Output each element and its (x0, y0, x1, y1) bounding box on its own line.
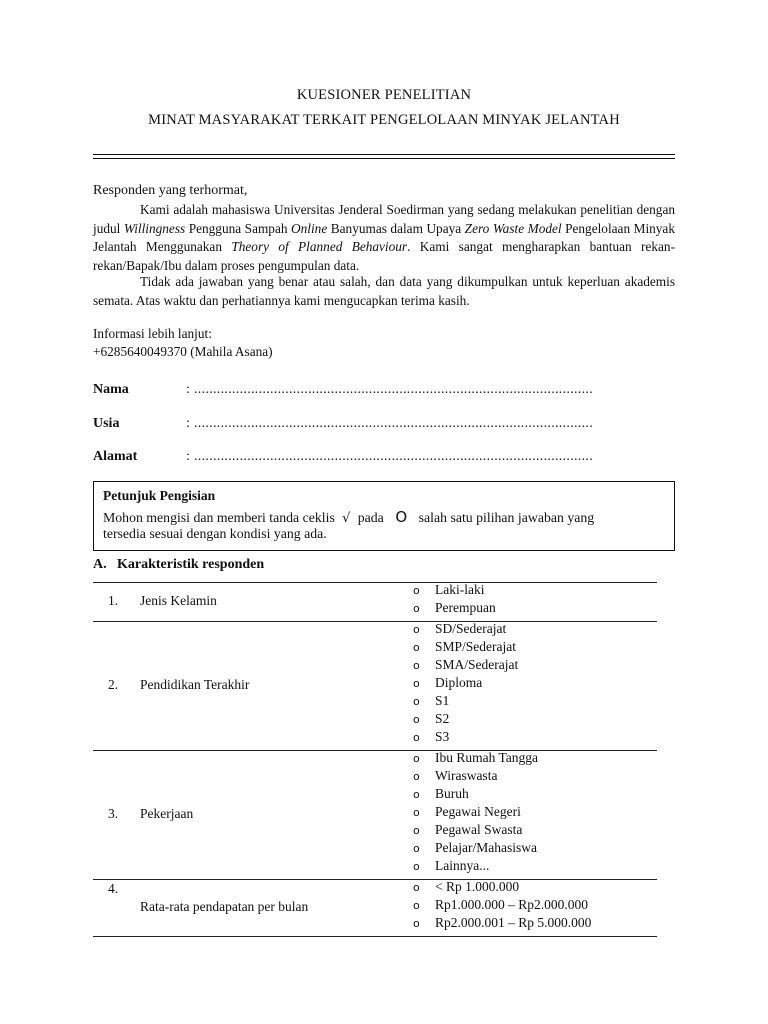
option-label: SD/Sederajat (435, 621, 507, 636)
row-number: 4. (108, 881, 119, 896)
option-circle-icon[interactable]: o (413, 752, 420, 765)
row-label: Pekerjaan (140, 805, 194, 821)
table-rule (93, 936, 657, 937)
greeting: Responden yang terhormat, (93, 183, 248, 198)
table-rule (93, 750, 657, 751)
option-item[interactable] (413, 621, 506, 637)
option-item[interactable] (413, 786, 469, 802)
option-item[interactable] (413, 657, 518, 673)
option-label: SMP/Sederajat (435, 639, 516, 654)
option-label: < Rp 1.000.000 (435, 879, 520, 894)
option-label: Wiraswasta (435, 768, 498, 783)
option-circle-icon[interactable]: o (413, 788, 420, 801)
option-circle-icon[interactable]: o (413, 623, 420, 636)
document-title: KUESIONER PENELITIAN (296, 87, 472, 103)
option-item[interactable] (413, 750, 538, 766)
name-blank[interactable]: : ......................................................................................................... (186, 382, 593, 397)
age-blank[interactable]: : ......................................................................................................... (186, 416, 593, 431)
option-label: Diploma (435, 675, 483, 690)
intro-paragraph: Kami adalah mahasiswa Universitas Jenderal Soedirman yang sedang melakukan penelitian dengan judul Willingness Pengguna Sampah Online Banyumas dalam Upaya Zero Waste Model Pengelolaan Minyak Jelantah Menggunakan Theory of Planned Behaviour. Kami sangat mengharapkan bantuan rekan-rekan/Bapak/Ibu dalam proses pengumpulan data. (93, 202, 675, 273)
option-circle-icon[interactable]: o (413, 695, 420, 708)
option-label: SMA/Sederajat (435, 657, 519, 672)
option-label: Pegawal Swasta (435, 822, 523, 837)
option-circle-icon[interactable]: o (413, 881, 420, 894)
option-circle-icon[interactable]: o (413, 899, 420, 912)
option-item[interactable] (413, 768, 497, 784)
option-item[interactable] (413, 582, 484, 598)
option-label: Buruh (435, 786, 469, 801)
option-circle-icon[interactable]: o (413, 806, 420, 819)
row-number: 3. (108, 805, 119, 821)
section-a-heading: A. Karakteristik responden (93, 557, 265, 572)
option-circle-icon[interactable]: o (413, 842, 420, 855)
option-label: Rp2.000.001 – Rp 5.000.000 (435, 915, 592, 930)
instructions-line-1: Mohon mengisi dan memberi tanda ceklis √ pada O salah satu pilihan jawaban yang (103, 508, 595, 526)
row-label: Rata-rata pendapatan per bulan (140, 899, 309, 914)
option-label: S3 (435, 729, 450, 744)
option-circle-icon[interactable]: o (413, 770, 420, 783)
table-rule (93, 879, 657, 880)
option-item[interactable] (413, 840, 537, 856)
option-item[interactable] (413, 675, 482, 691)
option-label: S1 (435, 693, 450, 708)
option-item[interactable] (413, 915, 591, 931)
document-subtitle: MINAT MASYARAKAT TERKAIT PENGELOLAAN MINYAK JELANTAH (148, 112, 620, 128)
characteristics-table (93, 582, 657, 928)
title-divider-bottom (93, 158, 675, 159)
row-label: Pendidikan Terakhir (140, 676, 250, 692)
address-blank[interactable]: : ......................................................................................................... (186, 449, 593, 464)
circle-icon: O (395, 508, 408, 526)
option-circle-icon[interactable]: o (413, 713, 420, 726)
option-label: Lainnya... (435, 858, 490, 873)
option-circle-icon[interactable]: o (413, 677, 420, 690)
row-number: 1. (108, 592, 119, 608)
option-circle-icon[interactable]: o (413, 824, 420, 837)
instructions-line-2: tersedia sesuai dengan kondisi yang ada. (103, 526, 327, 541)
table-rule (93, 582, 657, 583)
option-circle-icon[interactable]: o (413, 602, 420, 615)
instructions-title: Petunjuk Pengisian (103, 488, 216, 503)
option-circle-icon[interactable]: o (413, 641, 420, 654)
option-item[interactable] (413, 897, 588, 913)
option-circle-icon[interactable]: o (413, 731, 420, 744)
option-circle-icon[interactable]: o (413, 659, 420, 672)
option-item[interactable] (413, 600, 496, 616)
option-item[interactable] (413, 804, 521, 820)
age-label: Usia (93, 416, 120, 431)
option-circle-icon[interactable]: o (413, 860, 420, 873)
option-item[interactable] (413, 879, 519, 895)
option-item[interactable] (413, 711, 449, 727)
row-label: Jenis Kelamin (140, 592, 217, 608)
contact-info: +6285640049370 (Mahila Asana) (93, 344, 273, 359)
option-item[interactable] (413, 822, 522, 838)
option-label: Ibu Rumah Tangga (435, 750, 539, 765)
instructions-box (93, 481, 675, 551)
disclaimer-paragraph: Tidak ada jawaban yang benar atau salah, dan data yang dikumpulkan untuk keperluan akademis semata. Atas waktu dan perhatiannya kami mengucapkan terima kasih. (93, 274, 675, 308)
option-item[interactable] (413, 639, 516, 655)
option-circle-icon[interactable]: o (413, 584, 420, 597)
title-divider-top (93, 154, 675, 155)
info-label: Informasi lebih lanjut: (93, 326, 212, 341)
checkmark-icon: √ (342, 511, 351, 526)
option-item[interactable] (413, 693, 449, 709)
name-label: Nama (93, 382, 129, 397)
option-label: Pelajar/Mahasiswa (435, 840, 537, 855)
option-item[interactable] (413, 729, 449, 745)
option-label: Perempuan (435, 600, 496, 615)
row-number: 2. (108, 676, 119, 692)
address-label: Alamat (93, 449, 138, 464)
option-label: Laki-laki (435, 582, 485, 597)
option-label: Rp1.000.000 – Rp2.000.000 (435, 897, 589, 912)
option-circle-icon[interactable]: o (413, 917, 420, 930)
option-label: S2 (435, 711, 450, 726)
option-label: Pegawai Negeri (435, 804, 521, 819)
table-rule (93, 621, 657, 622)
option-item[interactable] (413, 858, 489, 874)
